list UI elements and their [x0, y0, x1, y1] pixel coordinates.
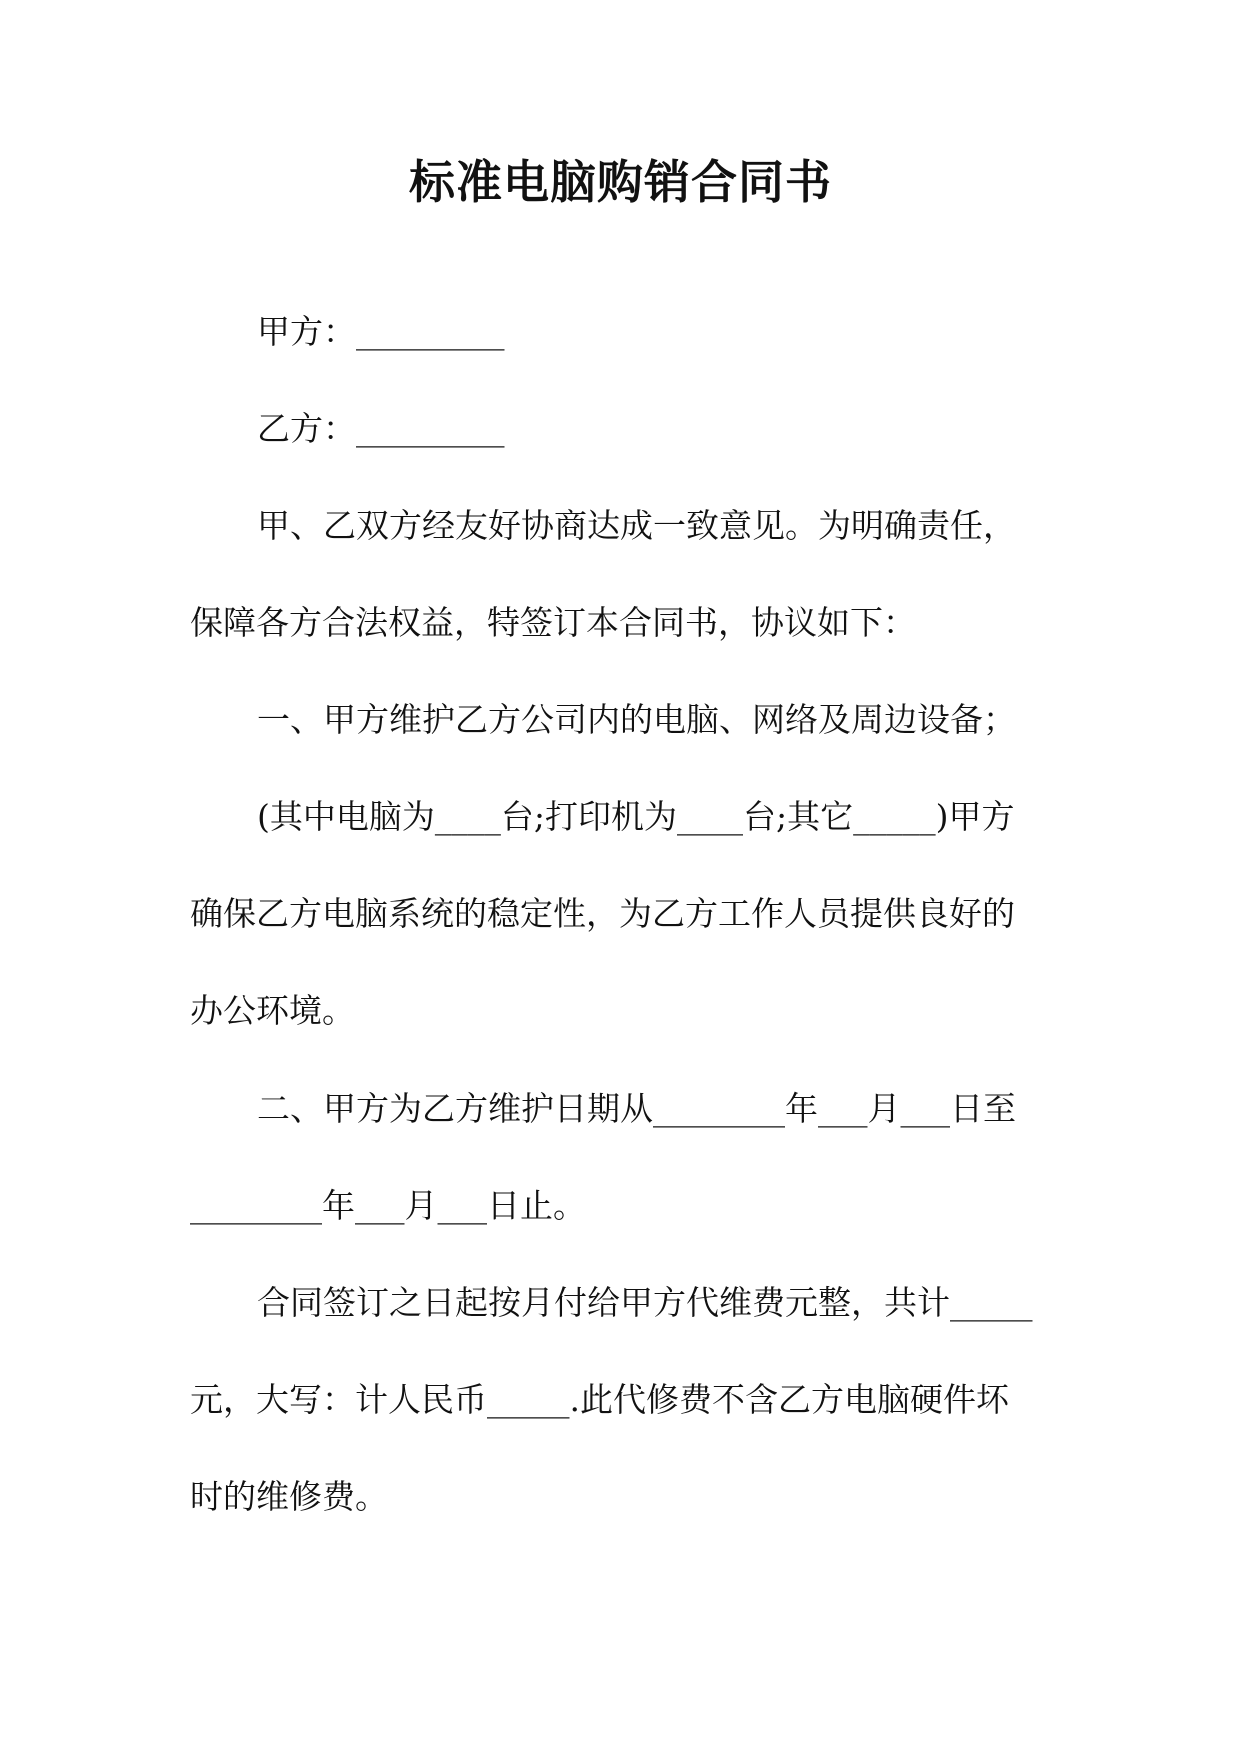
equipment-paragraph-line-1: (其中电脑为____台;打印机为____台;其它_____)甲方 — [257, 797, 1015, 836]
payment-paragraph-line-3: 时的维修费。 — [190, 1477, 388, 1516]
intro-paragraph-line-1: 甲、乙双方经友好协商达成一致意见。为明确责任， — [257, 506, 1016, 545]
clause-2-line-1: 二、甲方为乙方维护日期从________年___月___日至 — [257, 1089, 1016, 1128]
document-title: 标准电脑购销合同书 — [409, 155, 832, 209]
equipment-paragraph-line-2: 确保乙方电脑系统的稳定性，为乙方工作人员提供良好的 — [190, 894, 1015, 933]
intro-paragraph-line-2: 保障各方合法权益，特签订本合同书，协议如下： — [190, 603, 916, 642]
party-a-line: 甲方：_________ — [257, 312, 505, 351]
party-b-line: 乙方：_________ — [257, 409, 505, 448]
clause-1-line: 一、甲方维护乙方公司内的电脑、网络及周边设备； — [257, 700, 1016, 739]
equipment-paragraph-line-3: 办公环境。 — [190, 991, 355, 1030]
payment-paragraph-line-2: 元，大写：计人民币_____.此代修费不含乙方电脑硬件坏 — [190, 1380, 1009, 1419]
payment-paragraph-line-1: 合同签订之日起按月付给甲方代维费元整，共计_____ — [257, 1283, 1033, 1322]
clause-2-line-2: ________年___月___日止。 — [190, 1186, 586, 1225]
